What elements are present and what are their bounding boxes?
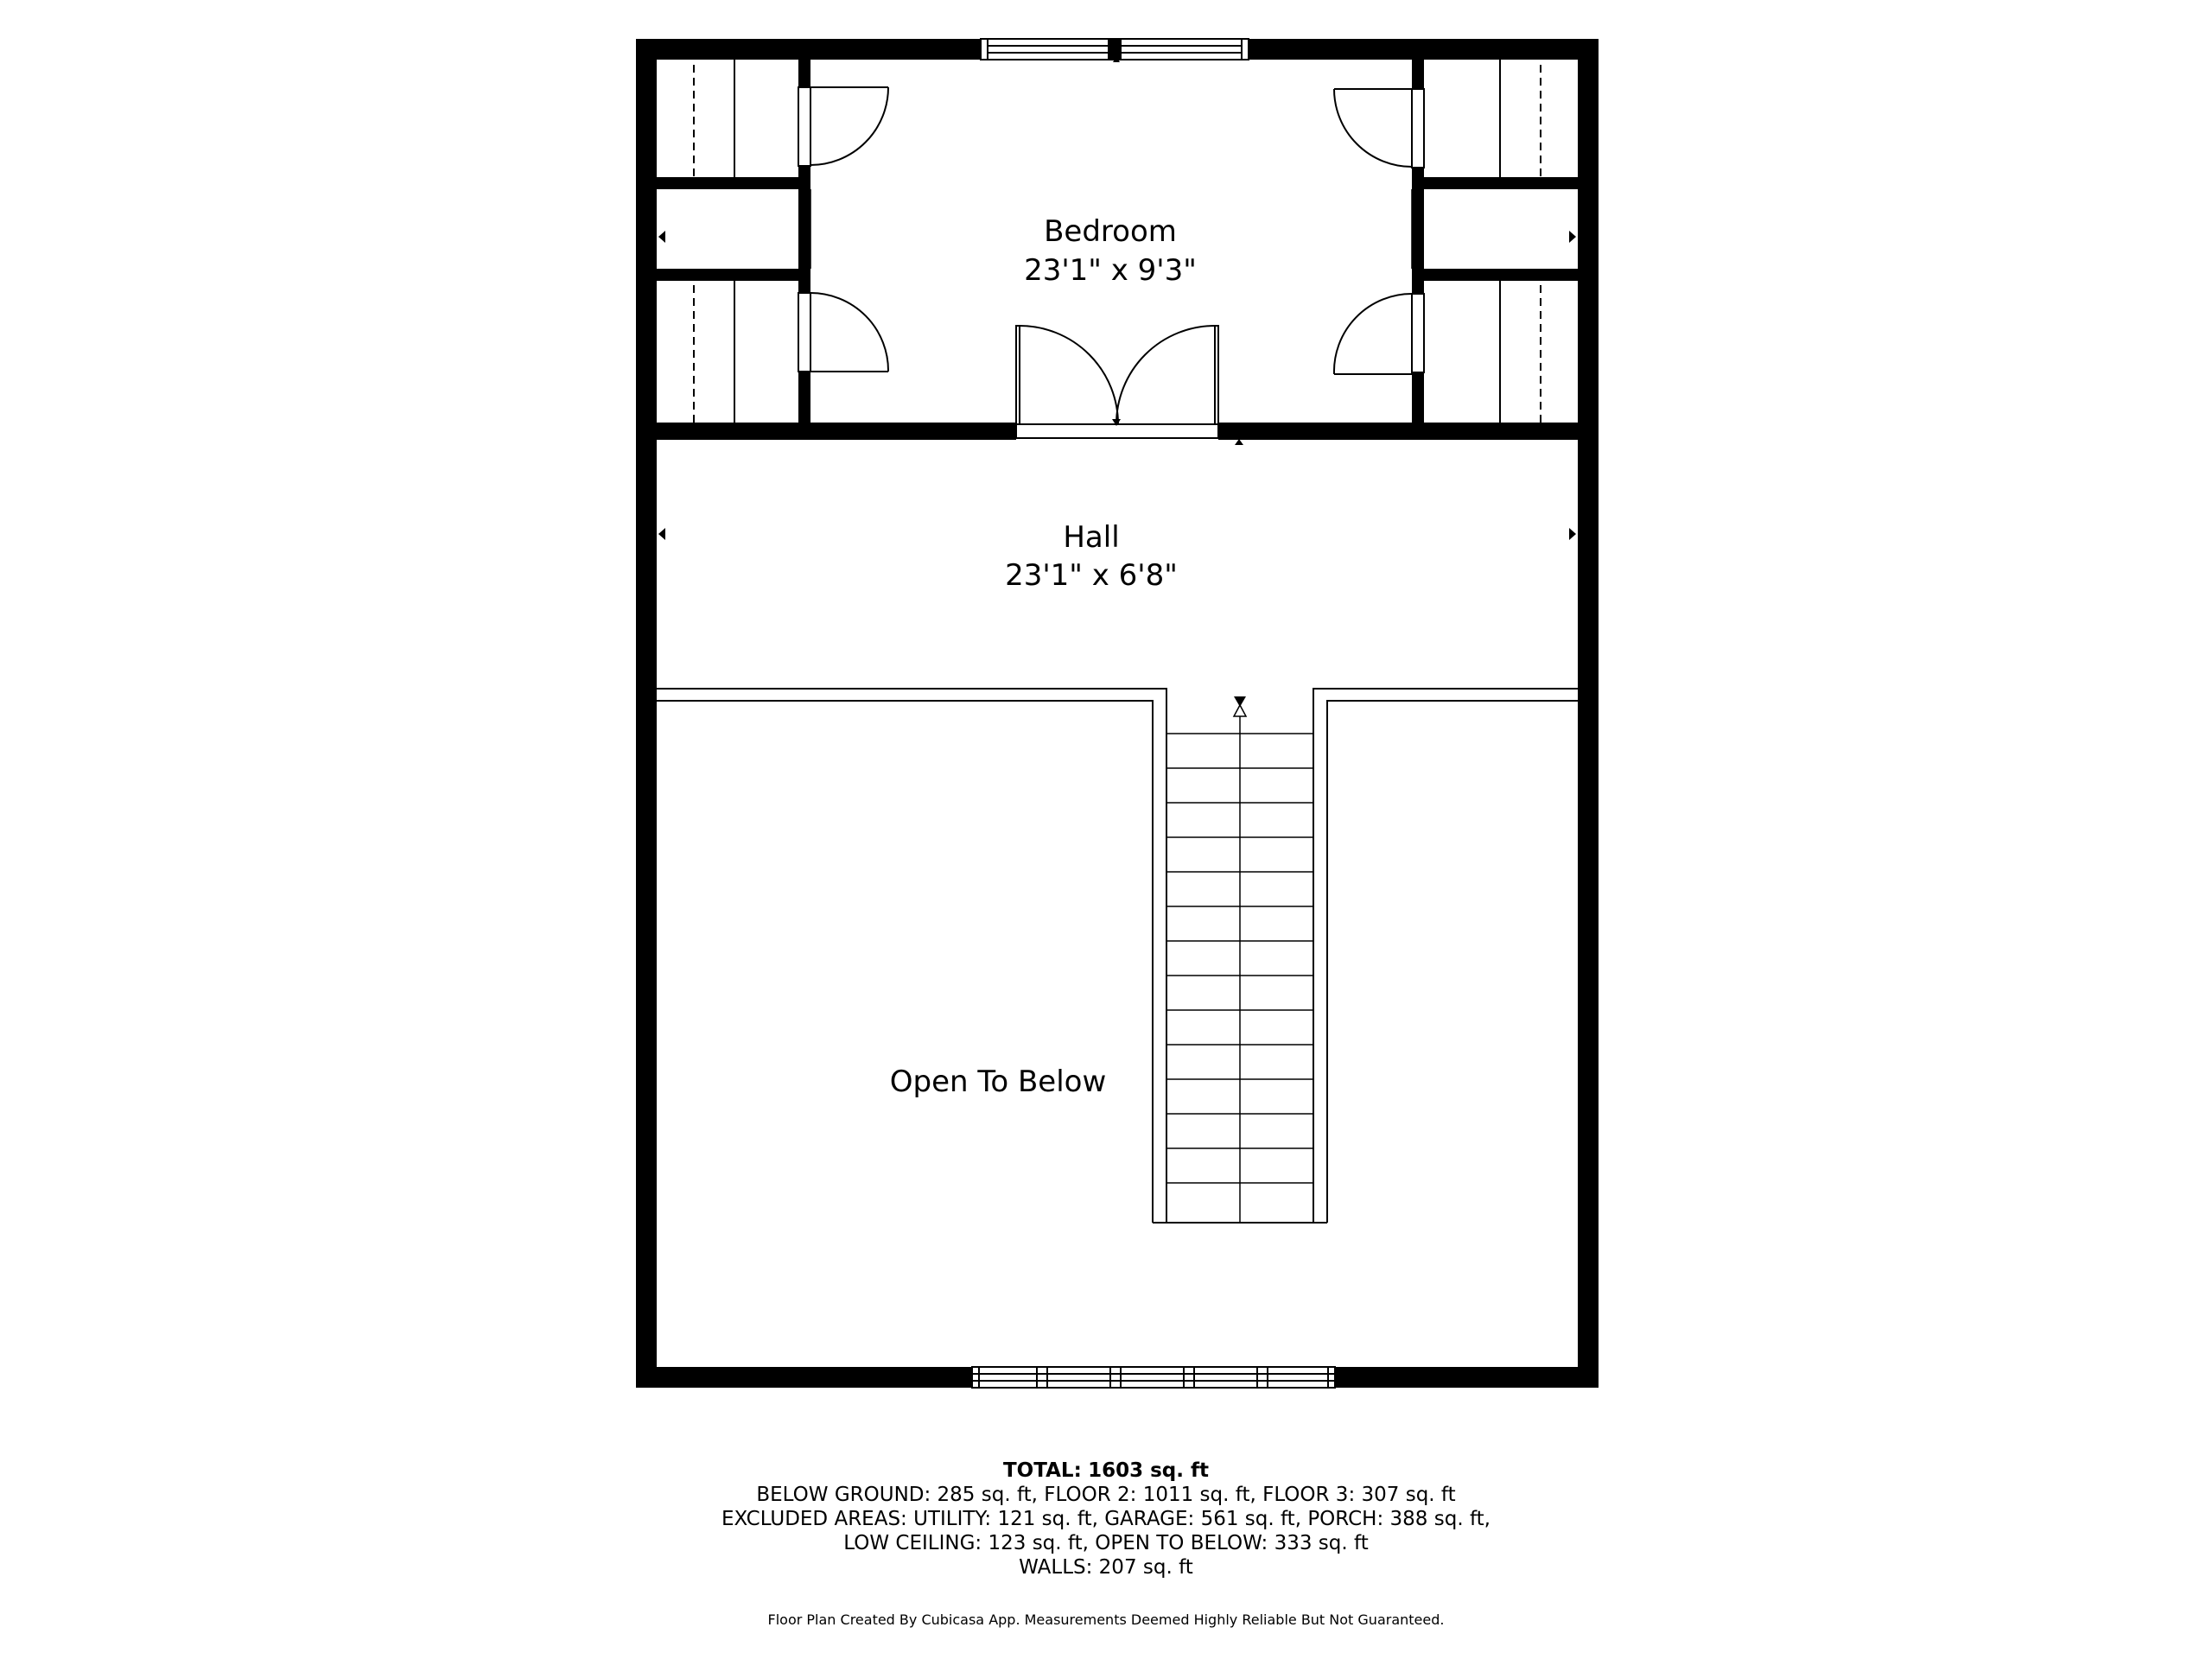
left-closets <box>657 60 888 440</box>
total-value: 1603 sq. ft <box>1088 1459 1210 1482</box>
total-line <box>0 1459 2212 1483</box>
bedroom-dims: 23'1" x 9'3" <box>1024 253 1197 288</box>
open-to-below-label: Open To Below <box>889 1065 1107 1099</box>
railing <box>657 689 1578 1223</box>
hall-marker-right <box>1569 528 1576 540</box>
total-label: TOTAL: <box>1002 1459 1082 1482</box>
credit-note: Floor Plan Created By Cubicasa App. Measurements Deemed Highly Reliable But Not Guaranteed. <box>767 1611 1445 1628</box>
summary-line-3: LOW CEILING: 123 sq. ft, OPEN TO BELOW: 333 sq. ft <box>843 1532 1369 1554</box>
summary-line-2: EXCLUDED AREAS: UTILITY: 121 sq. ft, GARAGE: 561 sq. ft, PORCH: 388 sq. ft, <box>721 1508 1491 1530</box>
wall-left <box>636 39 657 1388</box>
bedroom-name: Bedroom <box>1044 214 1177 249</box>
right-closets <box>1334 60 1578 440</box>
summary-line-1: BELOW GROUND: 285 sq. ft, FLOOR 2: 1011 sq. ft, FLOOR 3: 307 sq. ft <box>756 1484 1456 1506</box>
hall-dims: 23'1" x 6'8" <box>1005 558 1178 593</box>
hall-marker-left <box>658 528 665 540</box>
hall-name: Hall <box>1063 520 1120 555</box>
wall-right <box>1578 39 1599 1388</box>
summary-line-4: WALLS: 207 sq. ft <box>1019 1556 1193 1579</box>
bedroom-double-door <box>1016 326 1218 438</box>
stairs <box>1166 696 1313 1223</box>
window-bottom <box>972 1367 1335 1388</box>
window-top <box>981 39 1249 62</box>
hall-marker-top <box>1235 439 1243 445</box>
